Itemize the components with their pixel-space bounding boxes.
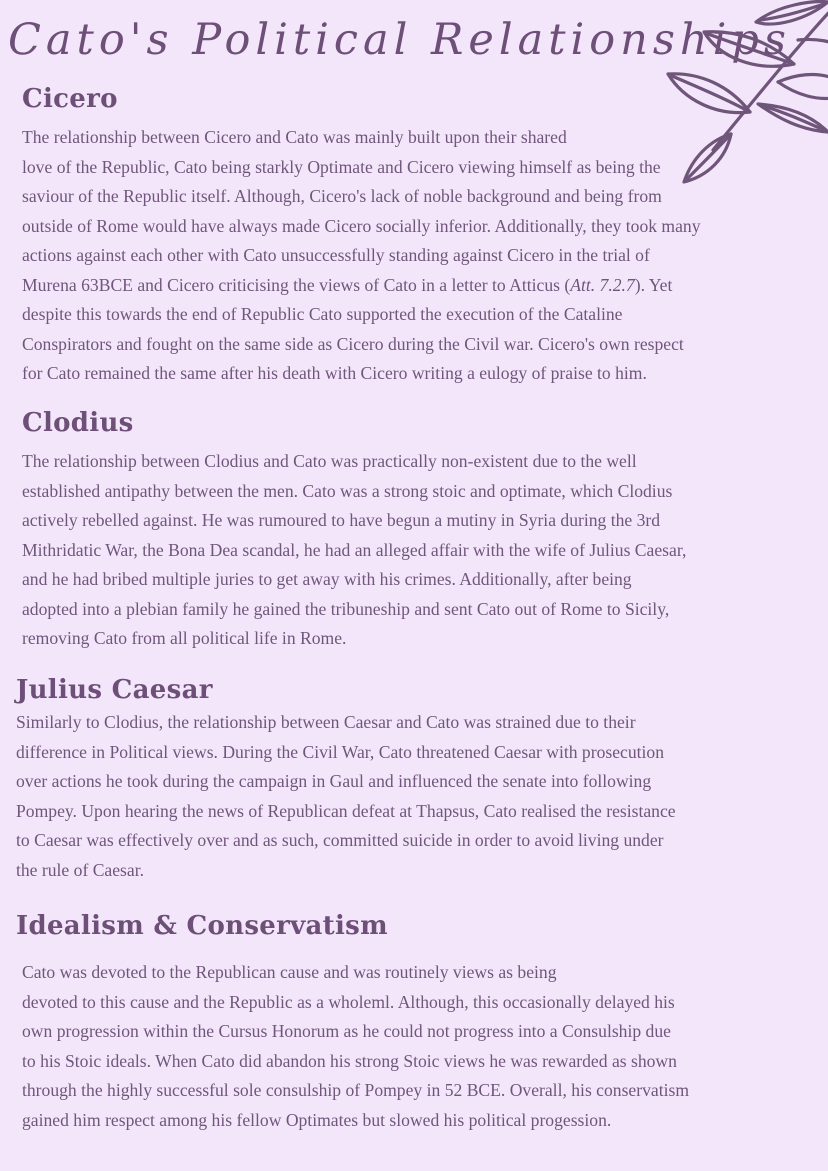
section-julius-caesar	[16, 675, 821, 885]
citation: Att. 7.2.7	[570, 274, 635, 295]
line-text: Murena 63BCE and Cicero criticising the views of Cato in a letter to Atticus (	[22, 274, 571, 295]
paragraph-line: through the highly successful sole consulship of Pompey in 52 BCE. Overall, his conservatism	[22, 1080, 690, 1100]
paragraph-line: love of the Republic, Cato being starkly Optimate and Cicero viewing himself as being the	[22, 156, 661, 177]
paragraph-line: for Cato remained the same after his death with Cicero writing a eulogy of praise to him.	[22, 363, 647, 383]
paragraph-line: devoted to this cause and the Republic as a wholeml. Although, this occasionally delayed his	[22, 991, 675, 1012]
section-heading-cicero: Cicero	[22, 84, 118, 114]
paragraph-line: outside of Rome would have always made Cicero socially inferior. Additionally, they took many	[22, 215, 701, 236]
paragraph-line: adopted into a plebian family he gained the tribuneship and sent Cato out of Rome to Sicily,	[22, 598, 670, 619]
paragraph-line: saviour of the Republic itself. Although, Cicero's lack of noble background and being from	[22, 186, 662, 206]
paragraph-line: Conspirators and fought on the same side as Cicero during the Civil war. Cicero's own respect	[22, 333, 684, 354]
paragraph-clodius	[22, 447, 822, 654]
section-heading-clodius: Clodius	[22, 408, 134, 438]
paragraph-line: to Caesar was effectively over and as such, committed suicide in order to avoid living under	[16, 830, 664, 850]
section-heading-idealism-conservatism: Idealism & Conservatism	[16, 911, 388, 941]
paragraph-line: Mithridatic War, the Bona Dea scandal, he had an alleged affair with the wife of Julius Caesar,	[22, 539, 687, 560]
paragraph-line: actively rebelled against. He was rumoured to have begun a mutiny in Syria during the 3rd	[22, 510, 661, 530]
paragraph-line: and he had bribed multiple juries to get away with his crimes. Additionally, after being	[22, 569, 632, 589]
section-clodius	[22, 408, 822, 654]
paragraph-line: Similarly to Clodius, the relationship between Caesar and Cato was strained due to their	[16, 712, 636, 732]
paragraph-line: to his Stoic ideals. When Cato did abandon his strong Stoic views he was rewarded as shown	[22, 1050, 677, 1071]
paragraph-line: removing Cato from all political life in Rome.	[22, 628, 347, 648]
paragraph-line: gained him respect among his fellow Optimates but slowed his political progession.	[22, 1109, 612, 1130]
paragraph-line: The relationship between Clodius and Cato was practically non-existent due to the well	[22, 451, 637, 471]
paragraph-line: established antipathy between the men. Cato was a strong stoic and optimate, which Clodius	[22, 480, 673, 501]
paragraph-line	[22, 271, 822, 301]
section-cicero	[22, 84, 822, 389]
paragraph-cicero	[22, 123, 822, 389]
paragraph-line: Cato was devoted to the Republican cause and was routinely views as being	[22, 962, 557, 982]
paragraph-line: actions against each other with Cato unsuccessfully standing against Cicero in the trial of	[22, 245, 650, 265]
paragraph-line: the rule of Caesar.	[16, 859, 144, 880]
paragraph-line: despite this towards the end of Republic Cato supported the execution of the Cataline	[22, 304, 623, 324]
paragraph-line: difference in Political views. During the Civil War, Cato threatened Caesar with prosecution	[16, 741, 665, 762]
paragraph-line: The relationship between Cicero and Cato was mainly built upon their shared	[22, 127, 567, 147]
section-idealism-conservatism	[16, 911, 821, 1135]
paragraph-line: own progression within the Cursus Honorum as he could not progress into a Consulship due	[22, 1021, 671, 1041]
paragraph-line: Pompey. Upon hearing the news of Republican defeat at Thapsus, Cato realised the resistance	[16, 800, 676, 821]
paragraph-idealism-conservatism	[16, 958, 821, 1135]
paragraph-line: over actions he took during the campaign in Gaul and influenced the senate into following	[16, 771, 652, 791]
line-text-tail: ). Yet	[634, 274, 673, 295]
page-title: Cato's Political Relationships	[8, 15, 791, 65]
section-heading-julius-caesar: Julius Caesar	[16, 675, 213, 705]
paragraph-julius-caesar	[16, 708, 821, 885]
